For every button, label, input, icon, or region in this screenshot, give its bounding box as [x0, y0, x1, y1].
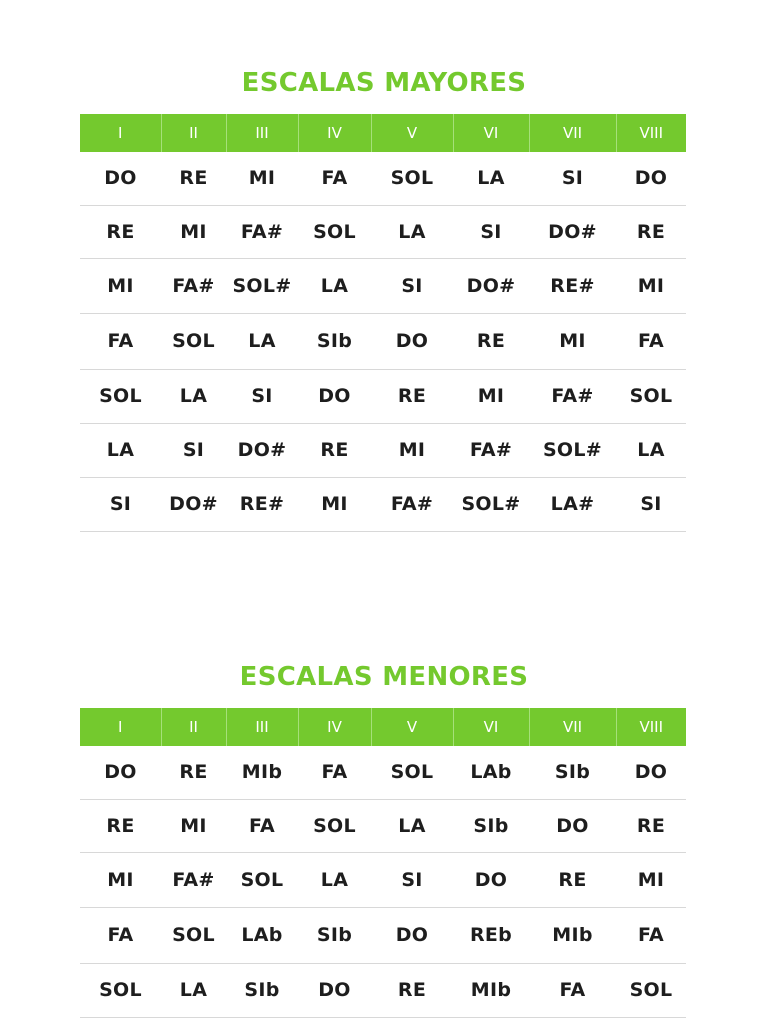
note-cell: SOL — [80, 963, 161, 1017]
note-cell: MIb — [226, 746, 298, 799]
note-cell: RE — [371, 963, 453, 1017]
minor-scales-title: ESCALAS MENORES — [239, 662, 529, 692]
note-cell: MIb — [529, 907, 616, 963]
degree-header-6: VI — [453, 114, 529, 152]
note-cell: FA# — [226, 205, 298, 258]
note-cell: SOL — [371, 152, 453, 205]
table-row — [80, 907, 686, 963]
table-row — [80, 258, 686, 313]
degree-header-5: V — [371, 708, 453, 746]
note-cell: SOL# — [226, 258, 298, 313]
note-cell: MI — [80, 852, 161, 907]
note-cell: RE — [161, 746, 226, 799]
note-cell: DO — [371, 313, 453, 369]
major-body — [80, 152, 686, 531]
note-cell: SIb — [226, 963, 298, 1017]
note-cell: MI — [616, 852, 686, 907]
note-cell: SOL — [616, 369, 686, 423]
degree-header-4: IV — [298, 114, 371, 152]
note-cell: SOL — [298, 799, 371, 852]
note-cell: SI — [371, 258, 453, 313]
note-cell: DO# — [226, 423, 298, 477]
note-cell: MI — [226, 152, 298, 205]
note-cell: MI — [616, 258, 686, 313]
note-cell: RE# — [226, 477, 298, 531]
table-row — [80, 369, 686, 423]
note-cell: LA — [226, 313, 298, 369]
note-cell: DO — [616, 746, 686, 799]
note-cell: SIb — [298, 907, 371, 963]
note-cell: DO# — [453, 258, 529, 313]
note-cell: SIb — [529, 746, 616, 799]
note-cell: RE — [529, 852, 616, 907]
degree-header-6: VI — [453, 708, 529, 746]
note-cell: SOL — [616, 963, 686, 1017]
note-cell: RE — [298, 423, 371, 477]
note-cell: LA — [453, 152, 529, 205]
note-cell: DO# — [529, 205, 616, 258]
major-scales-title: ESCALAS MAYORES — [241, 68, 527, 98]
note-cell: DO — [298, 963, 371, 1017]
note-cell: MI — [371, 423, 453, 477]
note-cell: DO — [298, 369, 371, 423]
table-row — [80, 205, 686, 258]
table-row — [80, 152, 686, 205]
note-cell: SI — [453, 205, 529, 258]
minor-header-row — [80, 708, 686, 746]
note-cell: DO — [371, 907, 453, 963]
note-cell: FA — [298, 152, 371, 205]
note-cell: SI — [371, 852, 453, 907]
note-cell: FA# — [529, 369, 616, 423]
note-cell: SI — [226, 369, 298, 423]
degree-header-3: III — [226, 708, 298, 746]
note-cell: RE — [80, 205, 161, 258]
note-cell: FA# — [453, 423, 529, 477]
table-row — [80, 423, 686, 477]
note-cell: MI — [298, 477, 371, 531]
degree-header-1: I — [80, 114, 161, 152]
note-cell: FA — [80, 313, 161, 369]
note-cell: DO# — [161, 477, 226, 531]
table-row — [80, 477, 686, 531]
note-cell: LA — [616, 423, 686, 477]
note-cell: SIb — [298, 313, 371, 369]
note-cell: SI — [161, 423, 226, 477]
note-cell: FA — [616, 313, 686, 369]
note-cell: LA — [298, 852, 371, 907]
table-row — [80, 963, 686, 1017]
note-cell: SI — [80, 477, 161, 531]
degree-header-1: I — [80, 708, 161, 746]
minor-scales-table — [80, 708, 686, 1018]
minor-body — [80, 746, 686, 1017]
note-cell: DO — [80, 746, 161, 799]
note-cell: FA — [80, 907, 161, 963]
note-cell: SOL# — [453, 477, 529, 531]
note-cell: DO — [616, 152, 686, 205]
note-cell: SOL — [80, 369, 161, 423]
major-scales-table — [80, 114, 686, 532]
note-cell: FA — [529, 963, 616, 1017]
note-cell: SOL — [371, 746, 453, 799]
table-row — [80, 799, 686, 852]
note-cell: RE# — [529, 258, 616, 313]
table-row — [80, 746, 686, 799]
note-cell: FA — [616, 907, 686, 963]
note-cell: MI — [80, 258, 161, 313]
note-cell: RE — [371, 369, 453, 423]
note-cell: LAb — [226, 907, 298, 963]
table-row — [80, 313, 686, 369]
note-cell: LA — [371, 799, 453, 852]
note-cell: RE — [616, 205, 686, 258]
note-cell: LA — [371, 205, 453, 258]
note-cell: FA — [298, 746, 371, 799]
note-cell: RE — [453, 313, 529, 369]
degree-header-3: III — [226, 114, 298, 152]
note-cell: RE — [616, 799, 686, 852]
note-cell: SOL — [161, 907, 226, 963]
note-cell: SOL — [298, 205, 371, 258]
note-cell: SI — [616, 477, 686, 531]
note-cell: LAb — [453, 746, 529, 799]
degree-header-8: VIII — [616, 114, 686, 152]
degree-header-4: IV — [298, 708, 371, 746]
note-cell: LA — [161, 963, 226, 1017]
note-cell: LA# — [529, 477, 616, 531]
note-cell: LA — [80, 423, 161, 477]
note-cell: SOL# — [529, 423, 616, 477]
note-cell: DO — [453, 852, 529, 907]
note-cell: SIb — [453, 799, 529, 852]
degree-header-5: V — [371, 114, 453, 152]
table-row — [80, 852, 686, 907]
note-cell: RE — [161, 152, 226, 205]
degree-header-8: VIII — [616, 708, 686, 746]
note-cell: FA# — [161, 258, 226, 313]
note-cell: LA — [298, 258, 371, 313]
note-cell: MI — [453, 369, 529, 423]
note-cell: SOL — [161, 313, 226, 369]
note-cell: FA — [226, 799, 298, 852]
note-cell: MI — [161, 205, 226, 258]
note-cell: SI — [529, 152, 616, 205]
note-cell: DO — [80, 152, 161, 205]
note-cell: FA# — [161, 852, 226, 907]
note-cell: RE — [80, 799, 161, 852]
note-cell: REb — [453, 907, 529, 963]
degree-header-2: II — [161, 114, 226, 152]
note-cell: MI — [529, 313, 616, 369]
note-cell: MI — [161, 799, 226, 852]
degree-header-7: VII — [529, 114, 616, 152]
note-cell: DO — [529, 799, 616, 852]
degree-header-2: II — [161, 708, 226, 746]
major-header-row — [80, 114, 686, 152]
note-cell: MIb — [453, 963, 529, 1017]
note-cell: FA# — [371, 477, 453, 531]
note-cell: SOL — [226, 852, 298, 907]
note-cell: LA — [161, 369, 226, 423]
degree-header-7: VII — [529, 708, 616, 746]
